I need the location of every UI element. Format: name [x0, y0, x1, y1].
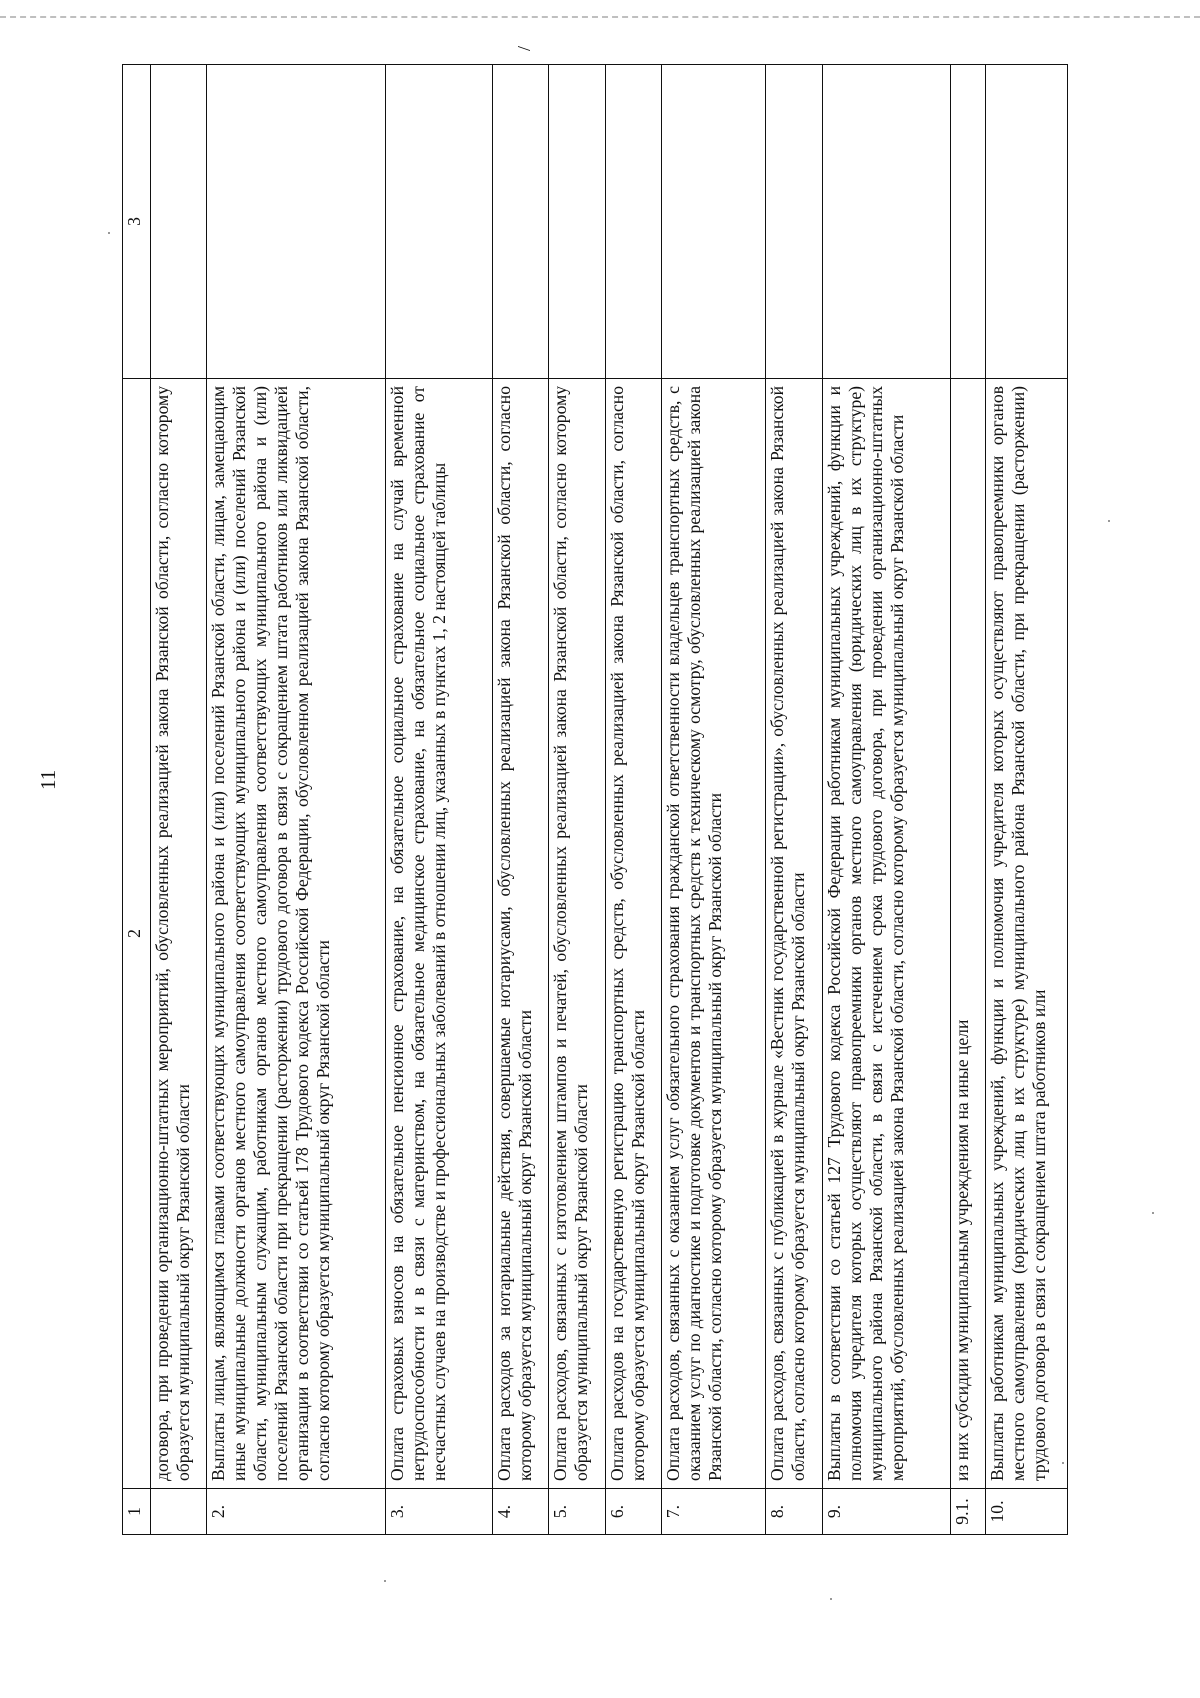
- row-text: договора, при проведении организационно-штатных мероприятий, обусловленных реализацией закона Рязанской области, согласно которому образуется муниципальный округ Рязанской области: [151, 379, 207, 1489]
- row-value: [951, 65, 985, 379]
- table-row: [661, 65, 766, 1535]
- table-row: [951, 65, 985, 1535]
- row-number: 4.: [492, 1489, 548, 1535]
- expenses-table: [122, 45, 1068, 1535]
- scan-speck: [1108, 520, 1110, 522]
- row-value: [985, 65, 1067, 379]
- row-value: [822, 65, 951, 379]
- row-number: 8.: [766, 1489, 822, 1535]
- page-number: 11: [36, 769, 60, 790]
- table-row: [386, 65, 493, 1535]
- table-row: [766, 65, 822, 1535]
- table-row: [151, 65, 207, 1535]
- row-text: Оплата расходов на государственную регистрацию транспортных средств, обусловленных реализацией закона Рязанской области, согласно которому образуется муниципальный округ Рязанской области: [605, 379, 661, 1489]
- scan-speck: [1152, 1212, 1154, 1214]
- scan-speck: [108, 232, 110, 234]
- row-value: [605, 65, 661, 379]
- row-number: [151, 1489, 207, 1535]
- row-value: [151, 65, 207, 379]
- row-number: 5.: [549, 1489, 605, 1535]
- table-row: [985, 65, 1067, 1535]
- row-text: Оплата расходов за нотариальные действия, совершаемые нотариусами, обусловленных реализацией закона Рязанской области, согласно которому образуется муниципальный округ Рязанской области: [492, 379, 548, 1489]
- row-text: Выплаты лицам, являющимся главами соответствующих муниципального района и (или) поселений Рязанской области, лицам, замещающим иные муниципальные должности органов местного самоуправления соответствующих муниципального района и (или) поселений Рязанской области, муниципальным служащим, работникам органов местного самоуправления соответствующих муниципального района и (или) поселений Рязанской области при прекращении (расторжении) трудового договора в связи с сокращением штата работников или ликвидацией организации в соответствии со статьей 178 Трудового кодекса Российской Федерации, обусловленном реализацией закона Рязанской области, согласно которому образуется муниципальный округ Рязанской области: [207, 379, 386, 1489]
- row-number: 3.: [386, 1489, 493, 1535]
- table-row: [207, 65, 386, 1535]
- row-value: [492, 45, 548, 379]
- row-number: 6.: [605, 1489, 661, 1535]
- table-header-row: [123, 65, 151, 1535]
- row-value: [549, 65, 605, 379]
- row-number: 9.1.: [951, 1489, 985, 1535]
- row-text: Оплата страховых взносов на обязательное пенсионное страхование, на обязательное социальное страхование на случай временной нетрудоспособности и в связи с материнством, на обязательное медицинское страхование, на обязательное социальное страхование от несчастных случаев на производстве и профессиональных заболеваний в отношении лиц, указанных в пунктах 1, 2 настоящей таблицы: [386, 379, 493, 1489]
- row-value: [766, 65, 822, 379]
- table-row: [549, 65, 605, 1535]
- row-text: Оплата расходов, связанных с изготовлением штампов и печатей, обусловленных реализацией закона Рязанской области, согласно которому образуется муниципальный округ Рязанской области: [549, 379, 605, 1489]
- row-number: 7.: [661, 1489, 766, 1535]
- header-cell-1: 1: [123, 1489, 151, 1535]
- row-number: 2.: [207, 1489, 386, 1535]
- row-text: Выплаты в соответствии со статьей 127 Трудового кодекса Российской Федерации работникам муниципальных учреждений, функции и полномочия учредителя которых осуществляют правопреемники органов местного самоуправления (юридических лиц в их структуре) муниципального района Рязанской области, в связи с истечением срока трудового договора, при проведении организационно-штатных мероприятий, обусловленных реализацией закона Рязанской области, согласно которому образуется муниципальный округ Рязанской области: [822, 379, 951, 1489]
- header-cell-3: 3: [123, 65, 151, 379]
- row-value: [386, 65, 493, 379]
- row-text: Выплаты работникам муниципальных учреждений, функции и полномочия учредителя которых осуществляют правопреемники органов местного самоуправления (юридических лиц в их структуре) муниципального района Рязанской области, при прекращении (расторжении) трудового договора в связи с сокращением штата работников или: [985, 379, 1067, 1489]
- row-text: из них субсидии муниципальным учреждениям на иные цели: [951, 379, 985, 1489]
- scan-top-border: [0, 16, 1200, 18]
- row-value: [661, 65, 766, 379]
- rotated-table-frame: [122, 45, 1068, 1535]
- header-cell-2: 2: [123, 379, 151, 1489]
- row-number: 9.: [822, 1489, 951, 1535]
- scan-speck: [830, 1598, 832, 1600]
- scan-speck: [384, 1580, 386, 1582]
- table-row: [822, 65, 951, 1535]
- table-row: [492, 65, 548, 1535]
- table-row: [605, 65, 661, 1535]
- row-value: [207, 65, 386, 379]
- row-text: Оплата расходов, связанных с оказанием услуг обязательного страхования гражданской ответственности владельцев транспортных средств, с оказанием услуг по диагностике и подготовке документов и транспортных средств к техническому осмотру, обусловленных реализацией закона Рязанской области, согласно которому образуется муниципальный округ Рязанской области: [661, 379, 766, 1489]
- row-number: 10.: [985, 1489, 1067, 1535]
- pen-mark: /: [513, 45, 534, 51]
- row-text: Оплата расходов, связанных с публикацией в журнале «Вестник государственной регистрации», обусловленных реализацией закона Рязанской области, согласно которому образуется муниципальный округ Рязанской области: [766, 379, 822, 1489]
